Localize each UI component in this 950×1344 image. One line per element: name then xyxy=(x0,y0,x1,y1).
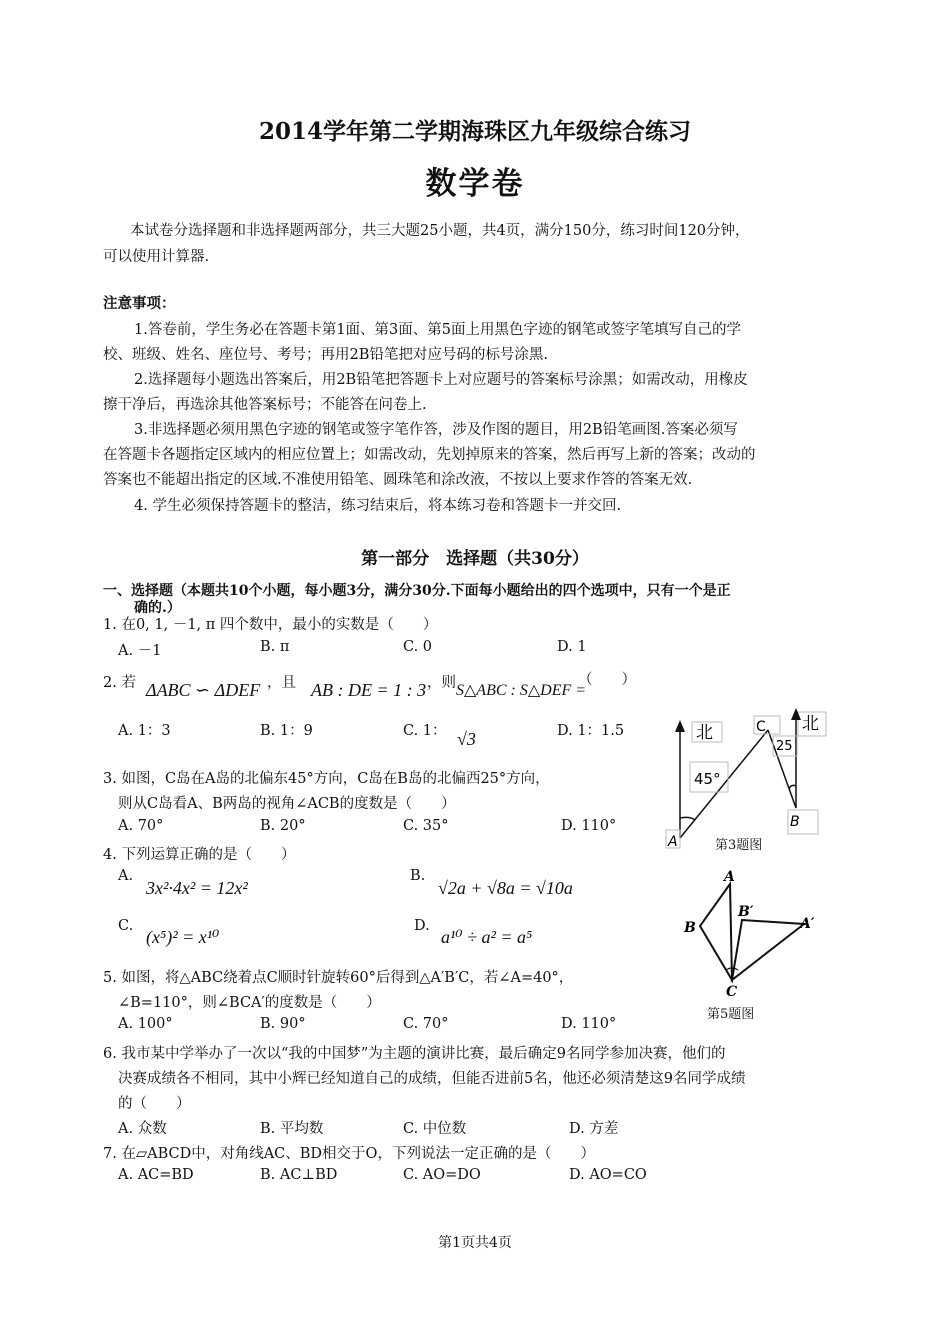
q2-option-b: B. 1：9 xyxy=(260,723,313,739)
fig3-north-1: 北 xyxy=(696,723,713,743)
q6-line-3: 的（ ） xyxy=(118,1096,191,1112)
q3-option-d: D. 110° xyxy=(561,818,617,834)
q3-option-c: C. 35° xyxy=(403,818,449,834)
q2-ratio: AB : DE = 1 : 3 xyxy=(311,680,427,700)
q6-option-c: C. 中位数 xyxy=(403,1121,467,1137)
note-line: 4. 学生必须保持答题卡的整洁，练习结束后，将本练习卷和答题卡一并交回. xyxy=(134,498,622,514)
fig5-label-a: A xyxy=(724,870,735,885)
q3-line-2: 则从C岛看A、B两岛的视角∠ACB的度数是（ ） xyxy=(118,796,456,812)
fig5-label-c: C xyxy=(726,984,738,998)
q7-option-a: A. AC=BD xyxy=(118,1167,194,1183)
q7-stem: 7. 在▱ABCD中，对角线AC、BD相交于O，下列说法一定正确的是（ ） xyxy=(103,1146,595,1162)
q1-stem: 1. 在0, 1, －1, π 四个数中，最小的实数是（ ） xyxy=(103,617,438,633)
figure-5 xyxy=(676,870,836,998)
fig3-label-c: C xyxy=(756,719,766,735)
part-title: 第一部分 选择题（共30分） xyxy=(361,549,589,569)
section-heading: 一、选择题（本题共10个小题，每小题3分，满分30分.下面每小题给出的四个选项中，只有一个是正 xyxy=(103,583,731,599)
note-line: 答案也不能超出指定的区域.不准使用铅笔、圆珠笔和涂改液，不按以上要求作答的答案无效. xyxy=(103,472,693,488)
q4-expr-a: 3x²·4x² = 12x² xyxy=(146,878,248,898)
note-line: 2.选择题每小题选出答案后，用2B铅笔把答题卡上对应题号的答案标号涂黑；如需改动，用橡皮 xyxy=(134,372,748,388)
triangle-abc-rotated xyxy=(732,920,804,980)
exam-subtitle: 数学卷 xyxy=(425,166,525,202)
q6-option-a: A. 众数 xyxy=(118,1121,167,1137)
triangle-abc xyxy=(700,884,732,980)
q2-option-a: A. 1：3 xyxy=(118,723,171,739)
note-line: 擦干净后，再选涂其他答案标号；不能答在问卷上. xyxy=(103,397,427,413)
q1-option-a: A. －1 xyxy=(118,643,162,659)
q6-line-2: 决赛成绩各不相同，其中小辉已经知道自己的成绩，但能否进前5名，他还必须清楚这9名同学成绩 xyxy=(118,1071,746,1087)
q4-expr-d: a¹⁰ ÷ a² = a⁵ xyxy=(441,927,533,947)
q4-expr-c: (x⁵)² = x¹⁰ xyxy=(146,927,220,947)
intro-line-2: 可以使用计算器. xyxy=(103,249,210,265)
section-heading-cont: 确的.） xyxy=(134,600,181,616)
q4-expr-b: √2a + √8a = √10a xyxy=(438,878,573,898)
q3-line-1: 3. 如图，C岛在A岛的北偏东45°方向，C岛在B岛的北偏西25°方向， xyxy=(103,771,550,787)
q2-similar: ΔABC ∽ ΔDEF xyxy=(146,680,261,700)
fig3-caption: 第3题图 xyxy=(715,838,763,853)
fig3-north-2: 北 xyxy=(802,714,819,734)
fig3-angle-25: 25 xyxy=(776,739,793,754)
q2-paren: （ ） xyxy=(578,672,636,688)
exam-title: 2014学年第二学期海珠区九年级综合练习 xyxy=(258,118,691,145)
fig3-label-b: B xyxy=(790,814,800,830)
q5-option-b: B. 90° xyxy=(260,1016,306,1032)
q1-option-c: C. 0 xyxy=(403,639,433,655)
note-line: 3.非选择题必须用黑色字迹的钢笔或签字笔作答，涉及作图的题目，用2B铅笔画图.答案必须写 xyxy=(134,422,738,438)
q5-line-1: 5. 如图，将△ABC绕着点C顺时针旋转60°后得到△A′B′C，若∠A=40°， xyxy=(103,970,574,986)
fig5-caption: 第5题图 xyxy=(707,1007,755,1022)
q1-option-b: B. π xyxy=(260,639,290,655)
q2-option-c: C. 1： xyxy=(403,723,447,739)
fig5-label-b: B xyxy=(684,920,696,936)
note-line: 1.答卷前，学生务必在答题卡第1面、第3面、第5面上用黑色字迹的钢笔或签字笔填写自己的学 xyxy=(134,322,742,338)
q4-label-b: B. xyxy=(410,868,426,884)
fig5-label-b-prime: B′ xyxy=(738,904,754,920)
q2-stem-prefix: 2. 若 xyxy=(103,675,136,691)
q3-option-a: A. 70° xyxy=(118,818,164,834)
q6-line-1: 6. 我市某中学举办了一次以“我的中国梦”为主题的演讲比赛，最后确定9名同学参加决赛，他们的 xyxy=(103,1046,726,1062)
note-line: 校、班级、姓名、座位号、考号；再用2B铅笔把对应号码的标号涂黑. xyxy=(103,347,548,363)
intro-line-1: 本试卷分选择题和非选择题两部分，共三大题25小题，共4页，满分150分，练习时间120分钟， xyxy=(130,223,750,239)
q2-area-ratio: S△ABC : S△DEF = xyxy=(456,682,587,699)
q6-option-d: D. 方差 xyxy=(569,1121,619,1137)
q2-stem-mid: ，且 xyxy=(267,675,296,691)
q7-option-d: D. AO=CO xyxy=(569,1167,647,1183)
q5-line-2: ∠B=110°，则∠BCA′的度数是（ ） xyxy=(118,995,381,1011)
q3-option-b: B. 20° xyxy=(260,818,306,834)
page-footer: 第1页共4页 xyxy=(438,1235,512,1251)
q5-option-d: D. 110° xyxy=(561,1016,617,1032)
q2-option-d: D. 1：1.5 xyxy=(557,723,625,739)
arrow-icon xyxy=(675,720,685,732)
fig3-label-a: A xyxy=(668,834,678,850)
q2-stem-then: ，则 xyxy=(427,675,456,691)
fig5-label-a-prime: A′ xyxy=(800,916,815,932)
fig3-angle-45: 45° xyxy=(694,770,721,788)
arrow-icon xyxy=(791,708,801,720)
q4-label-a: A. xyxy=(118,868,134,884)
q4-label-d: D. xyxy=(414,918,430,934)
note-line: 在答题卡各题指定区域内的相应位置上；如需改动，先划掉原来的答案，然后再写上新的答案；改动的 xyxy=(103,447,756,463)
q5-option-a: A. 100° xyxy=(118,1016,173,1032)
q7-option-b: B. AC⊥BD xyxy=(260,1167,338,1183)
q7-option-c: C. AO=DO xyxy=(403,1167,481,1183)
notes-heading: 注意事项： xyxy=(103,295,176,312)
q5-option-c: C. 70° xyxy=(403,1016,449,1032)
q4-label-c: C. xyxy=(118,918,134,934)
q2-option-c-value: √3 xyxy=(457,729,476,749)
q1-option-d: D. 1 xyxy=(557,639,587,655)
q4-stem: 4. 下列运算正确的是（ ） xyxy=(103,847,296,863)
q6-option-b: B. 平均数 xyxy=(260,1121,324,1137)
